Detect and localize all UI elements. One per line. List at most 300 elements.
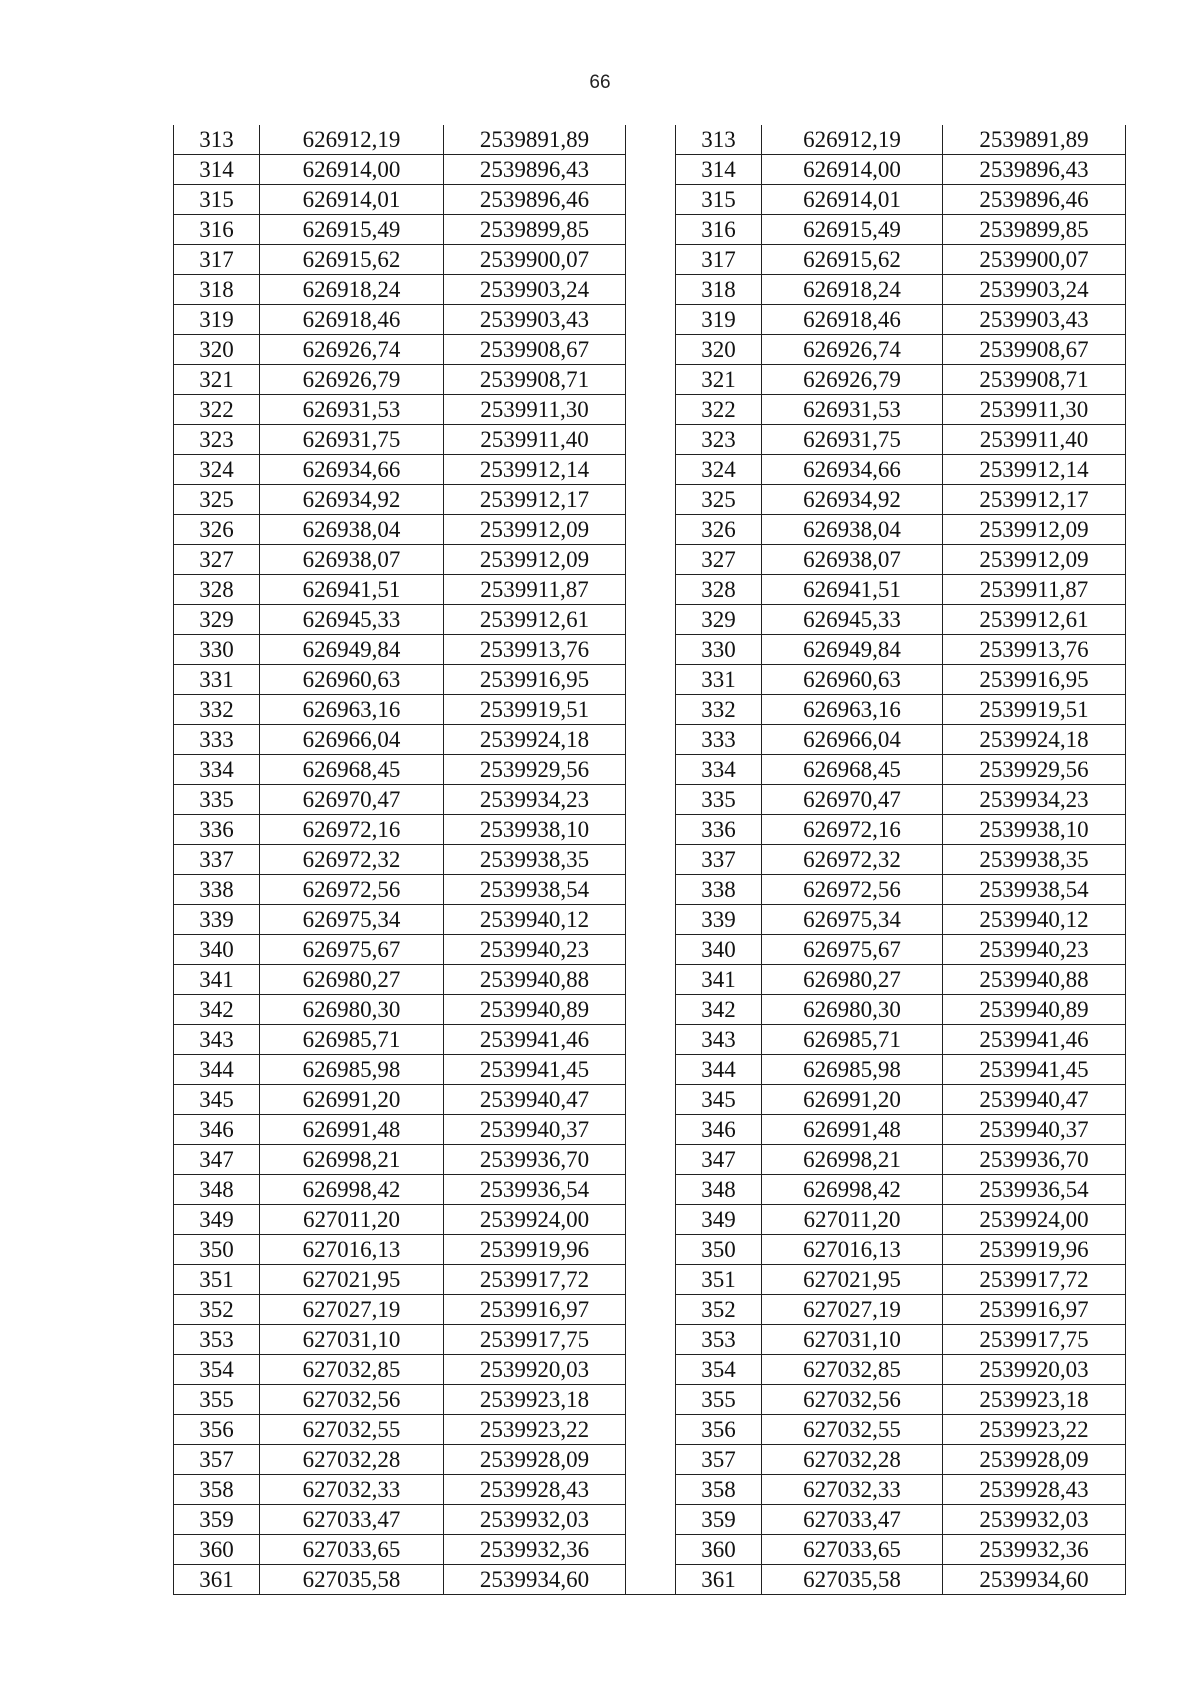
left-point-number-cell: 327 xyxy=(174,545,260,575)
left-point-number-cell: 326 xyxy=(174,515,260,545)
right-y-coordinate-cell: 2539900,07 xyxy=(943,245,1126,275)
left-y-coordinate-cell: 2539940,37 xyxy=(444,1115,626,1145)
left-y-coordinate-cell: 2539928,43 xyxy=(444,1475,626,1505)
gap-cell xyxy=(626,905,676,935)
left-y-coordinate-cell: 2539917,75 xyxy=(444,1325,626,1355)
left-point-number-cell: 343 xyxy=(174,1025,260,1055)
left-y-coordinate-cell: 2539908,67 xyxy=(444,335,626,365)
table-row xyxy=(174,1025,1126,1055)
table-row xyxy=(174,1295,1126,1325)
right-y-coordinate-cell: 2539912,17 xyxy=(943,485,1126,515)
left-x-coordinate-cell: 627027,19 xyxy=(260,1295,444,1325)
left-point-number-cell: 325 xyxy=(174,485,260,515)
left-y-coordinate-cell: 2539899,85 xyxy=(444,215,626,245)
left-y-coordinate-cell: 2539903,24 xyxy=(444,275,626,305)
left-x-coordinate-cell: 627032,33 xyxy=(260,1475,444,1505)
table-row xyxy=(174,665,1126,695)
left-x-coordinate-cell: 627021,95 xyxy=(260,1265,444,1295)
page-number: 66 xyxy=(589,72,611,93)
right-y-coordinate-cell: 2539929,56 xyxy=(943,755,1126,785)
left-x-coordinate-cell: 626960,63 xyxy=(260,665,444,695)
left-x-coordinate-cell: 627016,13 xyxy=(260,1235,444,1265)
table-row xyxy=(174,485,1126,515)
right-point-number-cell: 327 xyxy=(676,545,762,575)
left-y-coordinate-cell: 2539941,45 xyxy=(444,1055,626,1085)
left-x-coordinate-cell: 626931,75 xyxy=(260,425,444,455)
right-point-number-cell: 352 xyxy=(676,1295,762,1325)
left-x-coordinate-cell: 626975,67 xyxy=(260,935,444,965)
right-x-coordinate-cell: 627021,95 xyxy=(762,1265,943,1295)
left-x-coordinate-cell: 626972,56 xyxy=(260,875,444,905)
gap-cell xyxy=(626,1535,676,1565)
gap-cell xyxy=(626,1415,676,1445)
table-row xyxy=(174,1325,1126,1355)
right-y-coordinate-cell: 2539928,09 xyxy=(943,1445,1126,1475)
left-y-coordinate-cell: 2539940,23 xyxy=(444,935,626,965)
left-y-coordinate-cell: 2539912,09 xyxy=(444,515,626,545)
right-y-coordinate-cell: 2539911,87 xyxy=(943,575,1126,605)
left-point-number-cell: 333 xyxy=(174,725,260,755)
left-point-number-cell: 361 xyxy=(174,1565,260,1595)
right-y-coordinate-cell: 2539924,18 xyxy=(943,725,1126,755)
right-point-number-cell: 350 xyxy=(676,1235,762,1265)
left-y-coordinate-cell: 2539908,71 xyxy=(444,365,626,395)
left-point-number-cell: 349 xyxy=(174,1205,260,1235)
left-y-coordinate-cell: 2539896,43 xyxy=(444,155,626,185)
right-point-number-cell: 346 xyxy=(676,1115,762,1145)
left-point-number-cell: 358 xyxy=(174,1475,260,1505)
left-x-coordinate-cell: 626991,48 xyxy=(260,1115,444,1145)
right-x-coordinate-cell: 627033,65 xyxy=(762,1535,943,1565)
left-x-coordinate-cell: 626968,45 xyxy=(260,755,444,785)
right-x-coordinate-cell: 626918,24 xyxy=(762,275,943,305)
gap-cell xyxy=(626,455,676,485)
table-row xyxy=(174,305,1126,335)
left-point-number-cell: 314 xyxy=(174,155,260,185)
left-y-coordinate-cell: 2539916,97 xyxy=(444,1295,626,1325)
left-y-coordinate-cell: 2539911,87 xyxy=(444,575,626,605)
left-x-coordinate-cell: 626926,74 xyxy=(260,335,444,365)
right-x-coordinate-cell: 626945,33 xyxy=(762,605,943,635)
right-point-number-cell: 351 xyxy=(676,1265,762,1295)
left-x-coordinate-cell: 626915,62 xyxy=(260,245,444,275)
right-y-coordinate-cell: 2539896,46 xyxy=(943,185,1126,215)
right-point-number-cell: 358 xyxy=(676,1475,762,1505)
right-y-coordinate-cell: 2539923,18 xyxy=(943,1385,1126,1415)
table-row xyxy=(174,395,1126,425)
left-x-coordinate-cell: 627032,85 xyxy=(260,1355,444,1385)
right-point-number-cell: 337 xyxy=(676,845,762,875)
left-point-number-cell: 342 xyxy=(174,995,260,1025)
left-x-coordinate-cell: 627035,58 xyxy=(260,1565,444,1595)
left-y-coordinate-cell: 2539924,00 xyxy=(444,1205,626,1235)
left-point-number-cell: 353 xyxy=(174,1325,260,1355)
right-x-coordinate-cell: 626963,16 xyxy=(762,695,943,725)
right-point-number-cell: 317 xyxy=(676,245,762,275)
right-point-number-cell: 333 xyxy=(676,725,762,755)
left-y-coordinate-cell: 2539917,72 xyxy=(444,1265,626,1295)
right-y-coordinate-cell: 2539941,46 xyxy=(943,1025,1126,1055)
right-x-coordinate-cell: 626914,00 xyxy=(762,155,943,185)
gap-cell xyxy=(626,815,676,845)
gap-cell xyxy=(626,185,676,215)
left-y-coordinate-cell: 2539938,54 xyxy=(444,875,626,905)
right-point-number-cell: 349 xyxy=(676,1205,762,1235)
left-point-number-cell: 331 xyxy=(174,665,260,695)
right-point-number-cell: 357 xyxy=(676,1445,762,1475)
left-x-coordinate-cell: 626966,04 xyxy=(260,725,444,755)
table-row xyxy=(174,995,1126,1025)
left-y-coordinate-cell: 2539912,14 xyxy=(444,455,626,485)
gap-cell xyxy=(626,1325,676,1355)
table-row xyxy=(174,365,1126,395)
right-y-coordinate-cell: 2539938,10 xyxy=(943,815,1126,845)
left-y-coordinate-cell: 2539941,46 xyxy=(444,1025,626,1055)
right-y-coordinate-cell: 2539936,54 xyxy=(943,1175,1126,1205)
gap-cell xyxy=(626,575,676,605)
table-row xyxy=(174,905,1126,935)
right-y-coordinate-cell: 2539940,89 xyxy=(943,995,1126,1025)
left-y-coordinate-cell: 2539919,96 xyxy=(444,1235,626,1265)
left-y-coordinate-cell: 2539911,30 xyxy=(444,395,626,425)
left-x-coordinate-cell: 627011,20 xyxy=(260,1205,444,1235)
left-x-coordinate-cell: 627033,65 xyxy=(260,1535,444,1565)
right-point-number-cell: 324 xyxy=(676,455,762,485)
right-x-coordinate-cell: 626972,16 xyxy=(762,815,943,845)
gap-cell xyxy=(626,1295,676,1325)
gap-cell xyxy=(626,875,676,905)
left-x-coordinate-cell: 626931,53 xyxy=(260,395,444,425)
gap-cell xyxy=(626,1055,676,1085)
gap-cell xyxy=(626,635,676,665)
gap-cell xyxy=(626,245,676,275)
right-point-number-cell: 315 xyxy=(676,185,762,215)
left-point-number-cell: 332 xyxy=(174,695,260,725)
right-point-number-cell: 336 xyxy=(676,815,762,845)
left-x-coordinate-cell: 626972,32 xyxy=(260,845,444,875)
left-x-coordinate-cell: 626998,42 xyxy=(260,1175,444,1205)
right-point-number-cell: 353 xyxy=(676,1325,762,1355)
table-row xyxy=(174,935,1126,965)
gap-cell xyxy=(626,845,676,875)
right-y-coordinate-cell: 2539911,40 xyxy=(943,425,1126,455)
left-x-coordinate-cell: 626975,34 xyxy=(260,905,444,935)
table-row xyxy=(174,1475,1126,1505)
left-point-number-cell: 336 xyxy=(174,815,260,845)
table-row xyxy=(174,1175,1126,1205)
right-x-coordinate-cell: 626934,92 xyxy=(762,485,943,515)
right-x-coordinate-cell: 627032,28 xyxy=(762,1445,943,1475)
left-y-coordinate-cell: 2539903,43 xyxy=(444,305,626,335)
left-point-number-cell: 347 xyxy=(174,1145,260,1175)
right-y-coordinate-cell: 2539938,35 xyxy=(943,845,1126,875)
right-y-coordinate-cell: 2539911,30 xyxy=(943,395,1126,425)
right-x-coordinate-cell: 627027,19 xyxy=(762,1295,943,1325)
left-y-coordinate-cell: 2539940,89 xyxy=(444,995,626,1025)
left-x-coordinate-cell: 626972,16 xyxy=(260,815,444,845)
right-point-number-cell: 322 xyxy=(676,395,762,425)
left-x-coordinate-cell: 626914,00 xyxy=(260,155,444,185)
right-x-coordinate-cell: 626931,53 xyxy=(762,395,943,425)
left-x-coordinate-cell: 626941,51 xyxy=(260,575,444,605)
left-x-coordinate-cell: 627033,47 xyxy=(260,1505,444,1535)
gap-cell xyxy=(626,515,676,545)
gap-cell xyxy=(626,125,676,155)
gap-cell xyxy=(626,155,676,185)
right-point-number-cell: 361 xyxy=(676,1565,762,1595)
gap-cell xyxy=(626,605,676,635)
table-row xyxy=(174,155,1126,185)
right-x-coordinate-cell: 626985,71 xyxy=(762,1025,943,1055)
right-x-coordinate-cell: 627032,56 xyxy=(762,1385,943,1415)
right-y-coordinate-cell: 2539912,09 xyxy=(943,545,1126,575)
table-row xyxy=(174,755,1126,785)
right-point-number-cell: 332 xyxy=(676,695,762,725)
gap-cell xyxy=(626,665,676,695)
table-row xyxy=(174,875,1126,905)
gap-cell xyxy=(626,1025,676,1055)
right-y-coordinate-cell: 2539932,36 xyxy=(943,1535,1126,1565)
left-point-number-cell: 345 xyxy=(174,1085,260,1115)
right-point-number-cell: 341 xyxy=(676,965,762,995)
left-x-coordinate-cell: 626998,21 xyxy=(260,1145,444,1175)
right-x-coordinate-cell: 626968,45 xyxy=(762,755,943,785)
left-y-coordinate-cell: 2539913,76 xyxy=(444,635,626,665)
right-x-coordinate-cell: 626926,79 xyxy=(762,365,943,395)
left-y-coordinate-cell: 2539912,17 xyxy=(444,485,626,515)
right-y-coordinate-cell: 2539919,51 xyxy=(943,695,1126,725)
left-x-coordinate-cell: 627031,10 xyxy=(260,1325,444,1355)
table-row xyxy=(174,245,1126,275)
right-point-number-cell: 320 xyxy=(676,335,762,365)
left-x-coordinate-cell: 626980,30 xyxy=(260,995,444,1025)
right-y-coordinate-cell: 2539913,76 xyxy=(943,635,1126,665)
left-point-number-cell: 348 xyxy=(174,1175,260,1205)
right-point-number-cell: 329 xyxy=(676,605,762,635)
right-x-coordinate-cell: 626998,42 xyxy=(762,1175,943,1205)
gap-cell xyxy=(626,1475,676,1505)
right-point-number-cell: 316 xyxy=(676,215,762,245)
right-y-coordinate-cell: 2539908,71 xyxy=(943,365,1126,395)
left-point-number-cell: 323 xyxy=(174,425,260,455)
left-y-coordinate-cell: 2539920,03 xyxy=(444,1355,626,1385)
right-y-coordinate-cell: 2539912,09 xyxy=(943,515,1126,545)
left-x-coordinate-cell: 626912,19 xyxy=(260,125,444,155)
left-point-number-cell: 356 xyxy=(174,1415,260,1445)
left-y-coordinate-cell: 2539911,40 xyxy=(444,425,626,455)
right-x-coordinate-cell: 627032,85 xyxy=(762,1355,943,1385)
left-x-coordinate-cell: 626949,84 xyxy=(260,635,444,665)
left-y-coordinate-cell: 2539912,61 xyxy=(444,605,626,635)
gap-cell xyxy=(626,215,676,245)
left-y-coordinate-cell: 2539940,47 xyxy=(444,1085,626,1115)
left-y-coordinate-cell: 2539916,95 xyxy=(444,665,626,695)
table-row xyxy=(174,455,1126,485)
left-point-number-cell: 324 xyxy=(174,455,260,485)
table-row xyxy=(174,515,1126,545)
gap-cell xyxy=(626,1445,676,1475)
table-row xyxy=(174,335,1126,365)
table-row xyxy=(174,1235,1126,1265)
left-y-coordinate-cell: 2539938,35 xyxy=(444,845,626,875)
right-point-number-cell: 342 xyxy=(676,995,762,1025)
left-y-coordinate-cell: 2539936,70 xyxy=(444,1145,626,1175)
right-x-coordinate-cell: 626991,20 xyxy=(762,1085,943,1115)
right-x-coordinate-cell: 626926,74 xyxy=(762,335,943,365)
gap-cell xyxy=(626,1235,676,1265)
left-x-coordinate-cell: 626963,16 xyxy=(260,695,444,725)
left-y-coordinate-cell: 2539919,51 xyxy=(444,695,626,725)
coordinates-table xyxy=(173,125,1126,1595)
left-x-coordinate-cell: 626938,07 xyxy=(260,545,444,575)
right-y-coordinate-cell: 2539912,61 xyxy=(943,605,1126,635)
gap-cell xyxy=(626,1085,676,1115)
right-point-number-cell: 331 xyxy=(676,665,762,695)
left-x-coordinate-cell: 626991,20 xyxy=(260,1085,444,1115)
right-x-coordinate-cell: 626914,01 xyxy=(762,185,943,215)
left-y-coordinate-cell: 2539929,56 xyxy=(444,755,626,785)
left-point-number-cell: 344 xyxy=(174,1055,260,1085)
left-x-coordinate-cell: 626926,79 xyxy=(260,365,444,395)
right-y-coordinate-cell: 2539903,43 xyxy=(943,305,1126,335)
left-point-number-cell: 320 xyxy=(174,335,260,365)
right-y-coordinate-cell: 2539912,14 xyxy=(943,455,1126,485)
left-point-number-cell: 334 xyxy=(174,755,260,785)
gap-cell xyxy=(626,395,676,425)
left-y-coordinate-cell: 2539900,07 xyxy=(444,245,626,275)
right-y-coordinate-cell: 2539916,95 xyxy=(943,665,1126,695)
gap-cell xyxy=(626,365,676,395)
right-point-number-cell: 348 xyxy=(676,1175,762,1205)
gap-cell xyxy=(626,1115,676,1145)
right-x-coordinate-cell: 627035,58 xyxy=(762,1565,943,1595)
table-row xyxy=(174,575,1126,605)
left-point-number-cell: 351 xyxy=(174,1265,260,1295)
right-x-coordinate-cell: 626980,27 xyxy=(762,965,943,995)
right-x-coordinate-cell: 626915,49 xyxy=(762,215,943,245)
right-point-number-cell: 360 xyxy=(676,1535,762,1565)
left-y-coordinate-cell: 2539932,03 xyxy=(444,1505,626,1535)
right-y-coordinate-cell: 2539917,75 xyxy=(943,1325,1126,1355)
left-y-coordinate-cell: 2539938,10 xyxy=(444,815,626,845)
right-y-coordinate-cell: 2539896,43 xyxy=(943,155,1126,185)
gap-cell xyxy=(626,695,676,725)
right-y-coordinate-cell: 2539919,96 xyxy=(943,1235,1126,1265)
right-point-number-cell: 356 xyxy=(676,1415,762,1445)
table-row xyxy=(174,605,1126,635)
right-y-coordinate-cell: 2539891,89 xyxy=(943,125,1126,155)
table-row xyxy=(174,185,1126,215)
table-row xyxy=(174,1355,1126,1385)
table-row xyxy=(174,1505,1126,1535)
right-y-coordinate-cell: 2539940,23 xyxy=(943,935,1126,965)
left-y-coordinate-cell: 2539923,22 xyxy=(444,1415,626,1445)
right-y-coordinate-cell: 2539917,72 xyxy=(943,1265,1126,1295)
right-y-coordinate-cell: 2539932,03 xyxy=(943,1505,1126,1535)
table-row xyxy=(174,1265,1126,1295)
table-row xyxy=(174,125,1126,155)
left-point-number-cell: 357 xyxy=(174,1445,260,1475)
right-x-coordinate-cell: 626949,84 xyxy=(762,635,943,665)
left-x-coordinate-cell: 626938,04 xyxy=(260,515,444,545)
gap-cell xyxy=(626,1145,676,1175)
right-x-coordinate-cell: 627032,33 xyxy=(762,1475,943,1505)
right-point-number-cell: 355 xyxy=(676,1385,762,1415)
right-x-coordinate-cell: 626938,04 xyxy=(762,515,943,545)
left-y-coordinate-cell: 2539923,18 xyxy=(444,1385,626,1415)
gap-cell xyxy=(626,305,676,335)
left-point-number-cell: 352 xyxy=(174,1295,260,1325)
left-x-coordinate-cell: 627032,55 xyxy=(260,1415,444,1445)
left-x-coordinate-cell: 626915,49 xyxy=(260,215,444,245)
left-point-number-cell: 341 xyxy=(174,965,260,995)
right-point-number-cell: 347 xyxy=(676,1145,762,1175)
right-y-coordinate-cell: 2539940,47 xyxy=(943,1085,1126,1115)
left-point-number-cell: 355 xyxy=(174,1385,260,1415)
right-x-coordinate-cell: 626912,19 xyxy=(762,125,943,155)
right-y-coordinate-cell: 2539908,67 xyxy=(943,335,1126,365)
gap-cell xyxy=(626,1175,676,1205)
left-x-coordinate-cell: 626918,46 xyxy=(260,305,444,335)
left-point-number-cell: 339 xyxy=(174,905,260,935)
gap-cell xyxy=(626,335,676,365)
right-x-coordinate-cell: 626941,51 xyxy=(762,575,943,605)
table-row xyxy=(174,1205,1126,1235)
right-point-number-cell: 338 xyxy=(676,875,762,905)
right-x-coordinate-cell: 626966,04 xyxy=(762,725,943,755)
right-y-coordinate-cell: 2539920,03 xyxy=(943,1355,1126,1385)
left-x-coordinate-cell: 626934,92 xyxy=(260,485,444,515)
left-x-coordinate-cell: 626985,98 xyxy=(260,1055,444,1085)
left-point-number-cell: 317 xyxy=(174,245,260,275)
right-y-coordinate-cell: 2539934,60 xyxy=(943,1565,1126,1595)
left-point-number-cell: 315 xyxy=(174,185,260,215)
left-point-number-cell: 346 xyxy=(174,1115,260,1145)
right-x-coordinate-cell: 626998,21 xyxy=(762,1145,943,1175)
table-row xyxy=(174,725,1126,755)
left-y-coordinate-cell: 2539928,09 xyxy=(444,1445,626,1475)
left-point-number-cell: 337 xyxy=(174,845,260,875)
left-point-number-cell: 319 xyxy=(174,305,260,335)
right-y-coordinate-cell: 2539916,97 xyxy=(943,1295,1126,1325)
right-x-coordinate-cell: 626931,75 xyxy=(762,425,943,455)
gap-cell xyxy=(626,1265,676,1295)
table-row xyxy=(174,845,1126,875)
left-y-coordinate-cell: 2539891,89 xyxy=(444,125,626,155)
right-point-number-cell: 339 xyxy=(676,905,762,935)
table-row xyxy=(174,1115,1126,1145)
table-row xyxy=(174,965,1126,995)
table-row xyxy=(174,815,1126,845)
right-y-coordinate-cell: 2539928,43 xyxy=(943,1475,1126,1505)
right-point-number-cell: 328 xyxy=(676,575,762,605)
right-y-coordinate-cell: 2539924,00 xyxy=(943,1205,1126,1235)
right-x-coordinate-cell: 626991,48 xyxy=(762,1115,943,1145)
table-row xyxy=(174,635,1126,665)
left-x-coordinate-cell: 626914,01 xyxy=(260,185,444,215)
left-point-number-cell: 335 xyxy=(174,785,260,815)
right-point-number-cell: 314 xyxy=(676,155,762,185)
right-x-coordinate-cell: 626915,62 xyxy=(762,245,943,275)
right-y-coordinate-cell: 2539938,54 xyxy=(943,875,1126,905)
right-x-coordinate-cell: 626960,63 xyxy=(762,665,943,695)
right-point-number-cell: 323 xyxy=(676,425,762,455)
gap-cell xyxy=(626,1385,676,1415)
left-y-coordinate-cell: 2539932,36 xyxy=(444,1535,626,1565)
right-y-coordinate-cell: 2539923,22 xyxy=(943,1415,1126,1445)
table-row xyxy=(174,785,1126,815)
gap-cell xyxy=(626,425,676,455)
